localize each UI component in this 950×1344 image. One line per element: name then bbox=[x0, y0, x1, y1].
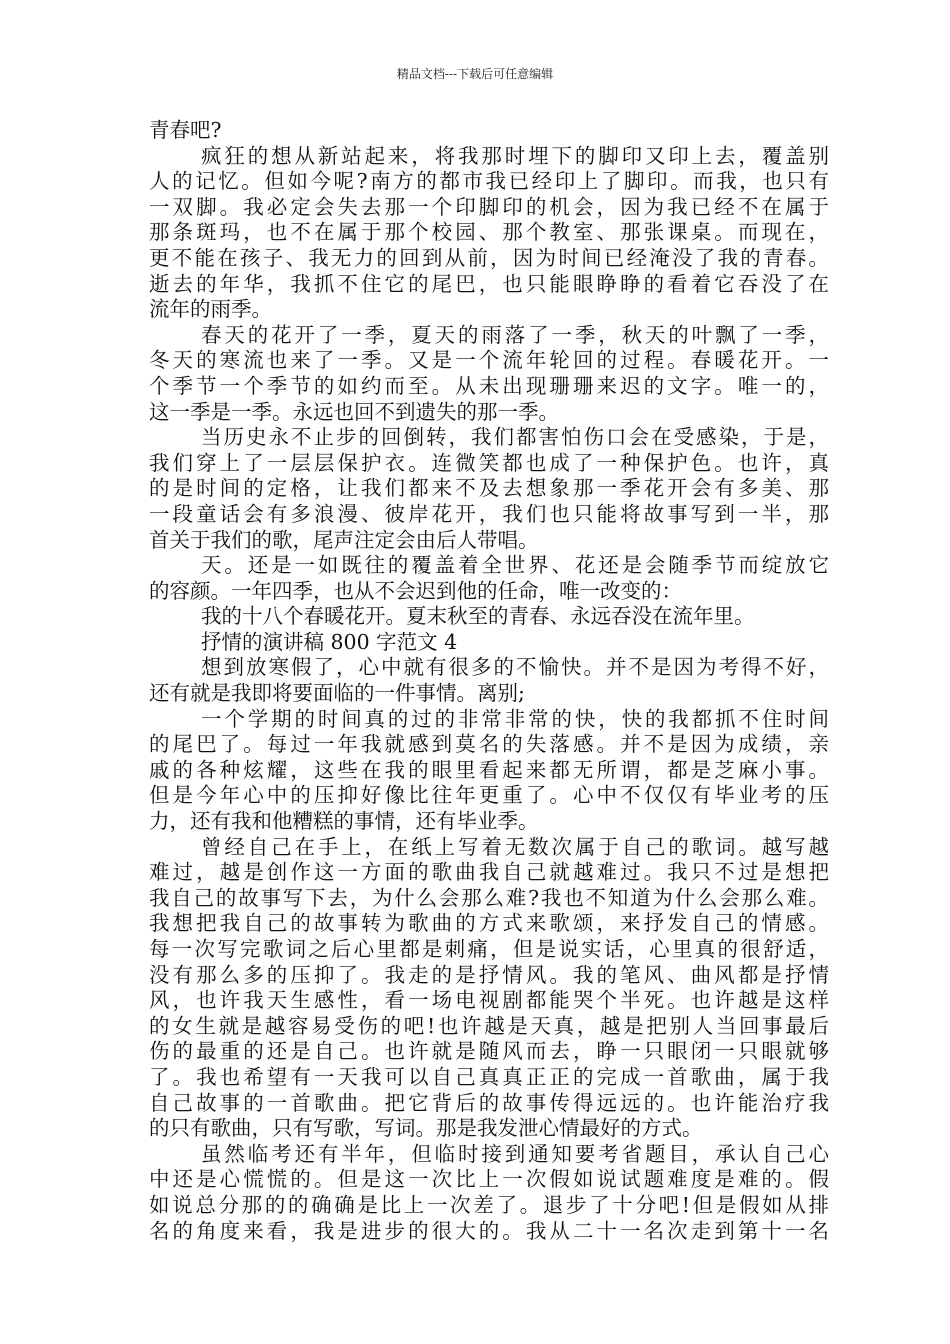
text-line: 中还是心慌慌的。但是这一次比上一次假如说试题难度是难的。假 bbox=[149, 1167, 829, 1192]
text-line: 当历史永不止步的回倒转，我们都害怕伤口会在受感染，于是， bbox=[201, 425, 829, 450]
text-line: 一段童话会有多浪漫、彼岸花开，我们也只能将故事写到一半，那 bbox=[149, 501, 829, 526]
text-line: 冬天的寒流也来了一季。又是一个流年轮回的过程。春暖花开。一 bbox=[149, 348, 829, 373]
text-line: 这一季是一季。永远也回不到遗失的那一季。 bbox=[149, 399, 559, 424]
text-line: 天。还是一如既往的覆盖着全世界、花还是会随季节而绽放它 bbox=[201, 553, 829, 578]
text-line: 一双脚。我必定会失去那一个印脚印的机会，因为我已经不在属于 bbox=[149, 194, 829, 219]
text-line: 名的角度来看，我是进步的很大的。我从二十一名次走到第十一名 bbox=[149, 1218, 829, 1243]
text-line: 流年的雨季。 bbox=[149, 297, 272, 322]
text-line: 戚的各种炫耀，这些在我的眼里看起来都无所谓，都是芝麻小事。 bbox=[149, 757, 829, 782]
text-line: 的只有歌曲，只有写歌，写词。那是我发泄心情最好的方式。 bbox=[149, 1116, 703, 1141]
text-line: 没有那么多的压抑了。我走的是抒情风。我的笔风、曲风都是抒情 bbox=[149, 962, 829, 987]
text-line: 一个学期的时间真的过的非常非常的快，快的我都抓不住时间 bbox=[201, 706, 829, 731]
text-line: 我们穿上了一层层保护衣。连微笑都也成了一种保护色。也许，真 bbox=[149, 450, 829, 475]
text-line: 的容颜。一年四季，也从不会迟到他的任命，唯一改变的： bbox=[149, 578, 682, 603]
text-line: 还有就是我即将要面临的一件事情。离别; bbox=[149, 681, 525, 706]
text-line: 想到放寒假了，心中就有很多的不愉快。并不是因为考得不好， bbox=[201, 655, 829, 680]
text-line: 的尾巴了。每过一年我就感到莫名的失落感。并不是因为成绩，亲 bbox=[149, 732, 829, 757]
text-line: 我自己的故事写下去，为什么会那么难?我也不知道为什么会那么难。 bbox=[149, 885, 829, 910]
text-line: 首关于我们的歌，尾声注定会由后人带唱。 bbox=[149, 527, 539, 552]
text-line: 抒情的演讲稿 800 字范文 4 bbox=[201, 629, 458, 654]
text-line: 那条斑玛，也不在属于那个校园、那个教室、那张课桌。而现在， bbox=[149, 220, 829, 245]
text-line: 但是今年心中的压抑好像比往年更重了。心中不仅仅有毕业考的压 bbox=[149, 783, 829, 808]
text-line: 伤的最重的还是自己。也许就是随风而去，睁一只眼闭一只眼就够 bbox=[149, 1039, 829, 1064]
text-line: 更不能在孩子、我无力的回到从前，因为时间已经淹没了我的青春。 bbox=[149, 245, 829, 270]
text-line: 每一次写完歌词之后心里都是刺痛，但是说实话，心里真的很舒适， bbox=[149, 937, 829, 961]
text-line: 青春吧? bbox=[149, 118, 222, 142]
text-line: 难过，越是创作这一方面的歌曲我自己就越难过。我只不过是想把 bbox=[149, 860, 829, 885]
text-line: 风，也许我天生感性，看一场电视剧都能哭个半死。也许越是这样 bbox=[149, 988, 829, 1013]
text-line: 我的十八个春暖花开。夏末秋至的青春、永远吞没在流年里。 bbox=[201, 604, 755, 629]
text-line: 如说总分那的的确确是比上一次差了。退步了十分吧!但是假如从排 bbox=[149, 1192, 829, 1217]
text-line: 春天的花开了一季，夏天的雨落了一季，秋天的叶飘了一季， bbox=[201, 322, 829, 347]
text-line: 的女生就是越容易受伤的吧!也许越是天真，越是把别人当回事最后 bbox=[149, 1013, 829, 1038]
text-line: 了。我也希望有一天我可以自己真真正正的完成一首歌曲，属于我 bbox=[149, 1064, 829, 1089]
text-line: 力，还有我和他糟糕的事情，还有毕业季。 bbox=[149, 809, 539, 834]
text-line: 自己故事的一首歌曲。把它背后的故事传得远远的。也许能治疗我 bbox=[149, 1090, 829, 1115]
text-line: 疯狂的想从新站起来，将我那时埋下的脚印又印上去，覆盖别 bbox=[201, 143, 829, 168]
text-line: 的是时间的定格，让我们都来不及去想象那一季花开会有多美、那 bbox=[149, 476, 829, 501]
text-line: 虽然临考还有半年，但临时接到通知要考省题目，承认自己心 bbox=[201, 1141, 829, 1166]
text-line: 人的记忆。但如今呢?南方的都市我已经印上了脚印。而我，也只有 bbox=[149, 169, 829, 194]
document-body bbox=[149, 118, 829, 1244]
text-line: 个季节一个季节的如约而至。从未出现珊珊来迟的文字。唯一的， bbox=[149, 373, 829, 398]
text-line: 曾经自己在手上，在纸上写着无数次属于自己的歌词。越写越 bbox=[201, 834, 829, 859]
text-line: 逝去的年华，我抓不住它的尾巴，也只能眼睁睁的看着它吞没了在 bbox=[149, 271, 829, 296]
text-line: 我想把我自己的故事转为歌曲的方式来歌颂，来抒发自己的情感。 bbox=[149, 911, 829, 936]
page-header: 精品文档---下载后可任意编辑 bbox=[396, 67, 554, 81]
